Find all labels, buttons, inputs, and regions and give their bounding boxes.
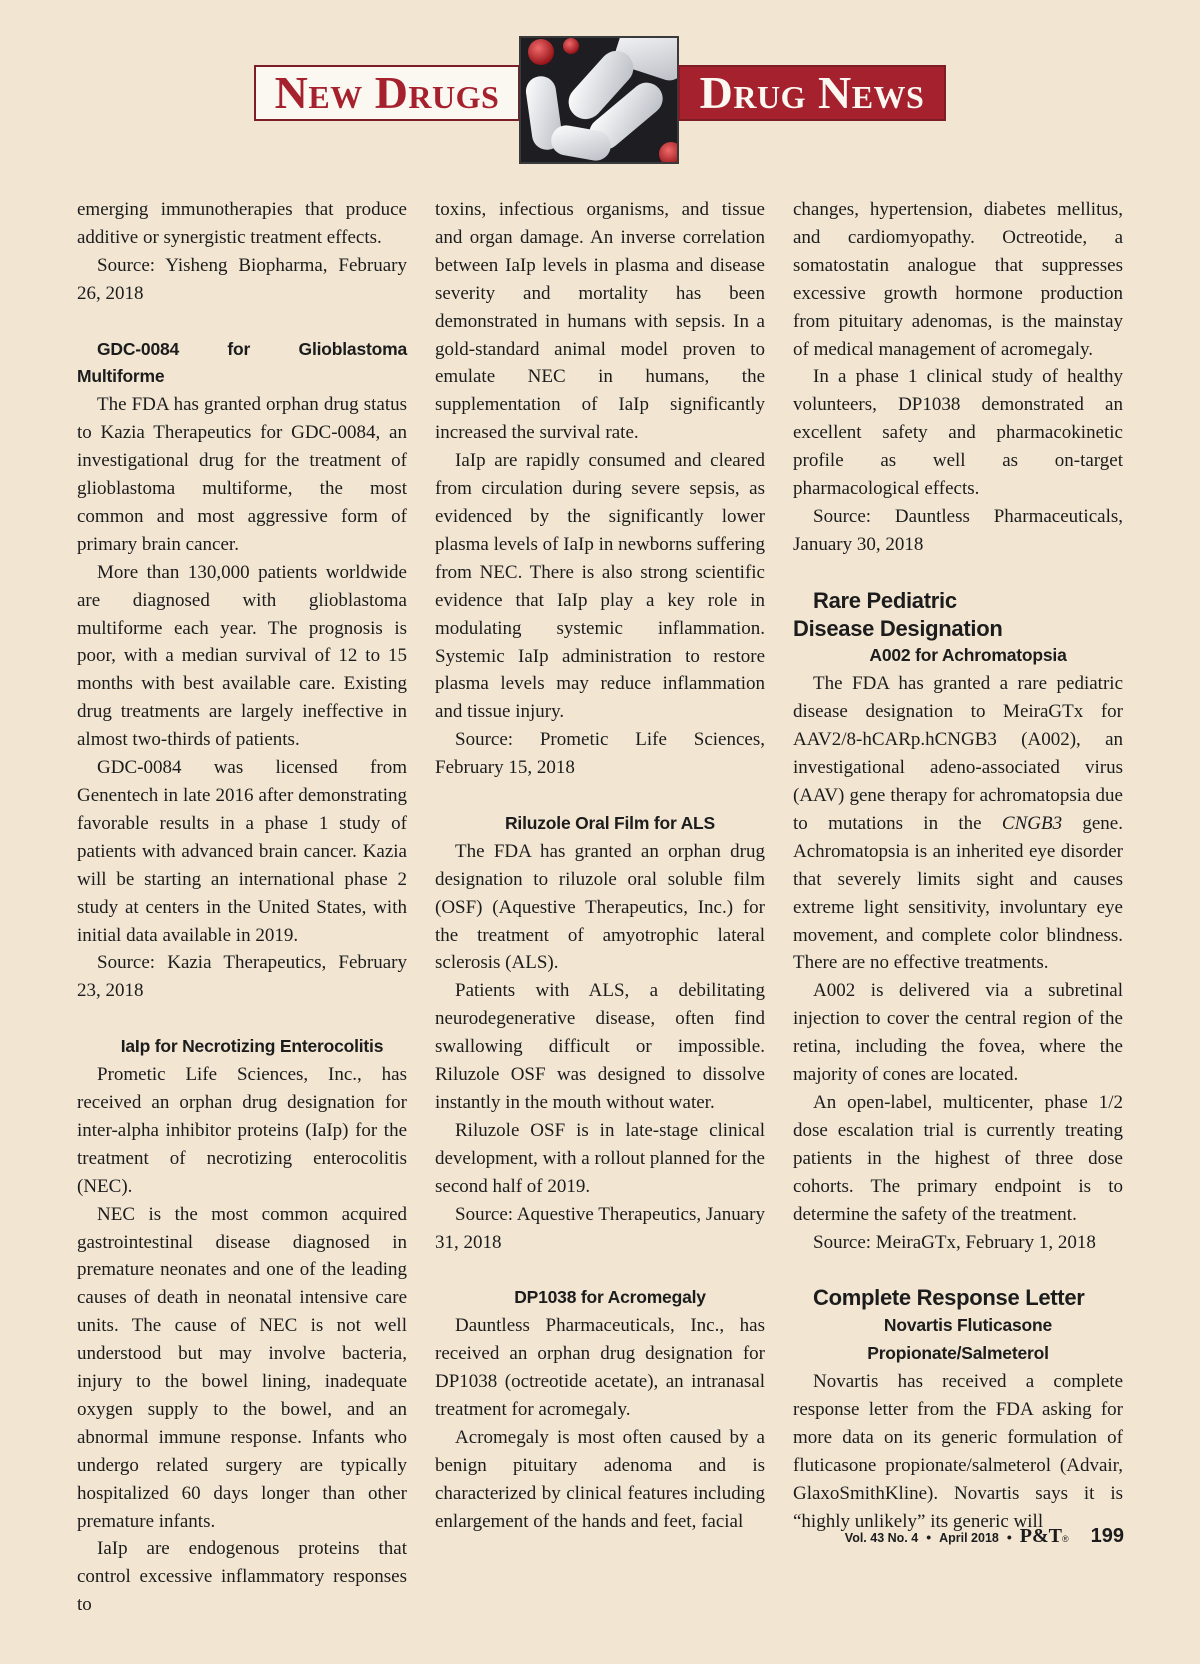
source-line: Source: Aquestive Therapeutics, January 31, 2018 <box>435 1203 765 1253</box>
pills-photo <box>519 36 679 164</box>
article-heading-a002: A002 for Achromatopsia <box>869 645 1067 666</box>
column-3 <box>793 196 1123 1535</box>
paragraph: NEC is the most common acquired gastrointestinal disease diagnosed in premature neonates and one of the leading causes of death in neonatal intensive care units. The cause of NEC is not well understood but may involve bacteria, injury to the bowel lining, inadequate oxygen supply to the bowel, and an abnormal immune response. Infants who undergo related surgery are typically hospitalized 60 days longer than other premature infants. <box>77 1203 407 1532</box>
article-heading-dp1038: DP1038 for Acromegaly <box>514 1287 706 1308</box>
paragraph: An open-label, multicenter, phase 1/2 dose escalation trial is currently treating patients in the highest of three dose cohorts. The primary endpoint is to determine the safety of the treatment. <box>793 1091 1123 1225</box>
source-line: Source: Dauntless Pharmaceuticals, January 30, 2018 <box>793 505 1123 555</box>
paragraph: GDC-0084 was licensed from Genentech in late 2016 after demonstrating favorable results in a phase 1 study of patients with advanced brain cancer. Kazia will be starting an international phase 2 study at centers in the United States, with initial data available in 2019. <box>77 757 407 946</box>
paragraph: Dauntless Pharmaceuticals, Inc., has received an orphan drug designation for DP1038 (octreotide acetate), an intranasal treatment for acromegaly. <box>435 1315 765 1420</box>
section-heading-rare-pediatric <box>793 587 1123 643</box>
paragraph: Acromegaly is most often caused by a benign pituitary adenoma and is characterized by clinical features including enlargement of the hands and feet, facial <box>435 1426 765 1532</box>
paragraph: changes, hypertension, diabetes mellitus, and cardiomyopathy. Octreotide, a somatostatin analogue that suppresses excessive growth hormone production from pituitary adenomas, is the mainstay of medical management of acromegaly. <box>793 199 1123 360</box>
article-heading-novartis <box>793 1312 1123 1368</box>
paragraph: IaIp are rapidly consumed and cleared from circulation during severe sepsis, as evidenced by the significantly lower plasma levels of IaIp in newborns suffering from NEC. There is also strong scientific evidence that IaIp play a key role in modulating systemic inflammation. Systemic IaIp administration to restore plasma levels may reduce inflammation and tissue injury. <box>435 450 765 723</box>
source-line: Source: Prometic Life Sciences, February 15, 2018 <box>435 729 765 779</box>
source-line: Source: Yisheng Biopharma, February 26, 2018 <box>77 254 407 304</box>
paragraph: Patients with ALS, a debilitating neurodegenerative disease, often find swallowing difficult or impossible. Riluzole OSF was designed to dissolve instantly in the mouth without water. <box>435 980 765 1113</box>
article-heading-riluzole: Riluzole Oral Film for ALS <box>504 812 715 833</box>
paragraph: Novartis has received a complete response letter from the FDA asking for more data on its generic formulation of fluticasone propionate/salmeterol (Advair, GlaxoSmithKline). Novartis says it is “highly unlikely” its generic will <box>793 1371 1123 1532</box>
page-footer <box>845 1525 1124 1548</box>
volume-issue: Vol. 43 No. 4 <box>844 1531 919 1545</box>
paragraph: IaIp are endogenous proteins that control excessive inflammatory responses to <box>77 1538 407 1616</box>
paragraph: toxins, infectious organisms, and tissue and organ damage. An inverse correlation between IaIp levels in plasma and disease severity and mortality has been demonstrated in humans with sepsis. In a gold-standard animal model proven to emulate NEC in humans, the supplementation of IaIp significantly increased the survival rate. <box>435 199 765 444</box>
section-heading-line: Disease Designation <box>793 615 1003 641</box>
article-heading-line: Propionate/Salmeterol <box>867 1343 1049 1364</box>
section-heading-line: Rare Pediatric <box>813 587 957 613</box>
pills-image-icon <box>521 38 677 162</box>
gene-name: CNGB3 <box>1001 812 1063 834</box>
page-number: 199 <box>1090 1525 1124 1547</box>
article-heading-gdc0084: GDC-0084 for Glioblastoma Multiforme <box>77 338 407 387</box>
paragraph: emerging immunotherapies that produce additive or synergistic treatment effects. <box>77 199 407 248</box>
paragraph: Riluzole OSF is in late-stage clinical development, with a rollout planned for the second half of 2019. <box>435 1119 765 1197</box>
separator-dot-icon: • <box>1006 1529 1012 1545</box>
section-heading-complete-response: Complete Response Letter <box>813 1285 1085 1311</box>
new-drugs-label: New Drugs <box>274 67 500 118</box>
column-2 <box>435 196 765 1535</box>
paragraph: The FDA has granted an orphan drug designation to riluzole oral soluble film (OSF) (Aquestive Therapeutics, Inc.) for the treatment of amyotrophic lateral sclerosis (ALS). <box>435 840 765 974</box>
section-banner <box>0 0 1200 170</box>
issue-date: April 2018 <box>939 1531 999 1545</box>
source-line: Source: MeiraGTx, February 1, 2018 <box>813 1231 1096 1253</box>
source-line: Source: Kazia Therapeutics, February 23, 2018 <box>77 952 407 1002</box>
article-heading-line: Novartis Fluticasone <box>883 1315 1053 1336</box>
journal-name: P&T® <box>1019 1525 1069 1547</box>
paragraph: The FDA has granted a rare pediatric disease designation to MeiraGTx for AAV2/8-hCARp.hCNGB3 (A002), an investigational adeno-associated virus (AAV) gene therapy for achromatopsia due to mutations in the CNGB3 gene. Achromatopsia is an inherited eye disorder that severely limits sight and causes extreme light sensitivity, involuntary eye movement, and complete color blindness. There are no effective treatments. <box>793 673 1123 974</box>
article-heading-ialp: IaIp for Necrotizing Enterocolitis <box>120 1036 384 1057</box>
drug-news-label-box <box>678 65 946 121</box>
new-drugs-label-box <box>254 65 520 121</box>
paragraph: Prometic Life Sciences, Inc., has received an orphan drug designation for inter-alpha inhibitor proteins (IaIp) for the treatment of necrotizing enterocolitis (NEC). <box>77 1064 407 1197</box>
separator-dot-icon: • <box>926 1529 932 1545</box>
drug-news-label: Drug News <box>699 67 925 118</box>
paragraph: In a phase 1 clinical study of healthy volunteers, DP1038 demonstrated an excellent safety and pharmacokinetic profile as well as on-target pharmacological effects. <box>793 366 1123 500</box>
column-1 <box>77 196 407 1619</box>
paragraph: More than 130,000 patients worldwide are diagnosed with glioblastoma multiforme each year. The prognosis is poor, with a median survival of 12 to 15 months with best available care. Existing drug treatments are largely ineffective in almost two-thirds of patients. <box>77 561 407 751</box>
paragraph: A002 is delivered via a subretinal injection to cover the central region of the retina, including the fovea, where the majority of cones are located. <box>793 980 1123 1086</box>
paragraph: The FDA has granted orphan drug status to Kazia Therapeutics for GDC-0084, an investigational drug for the treatment of glioblastoma multiforme, the most common and most aggressive form of primary brain cancer. <box>77 394 407 555</box>
